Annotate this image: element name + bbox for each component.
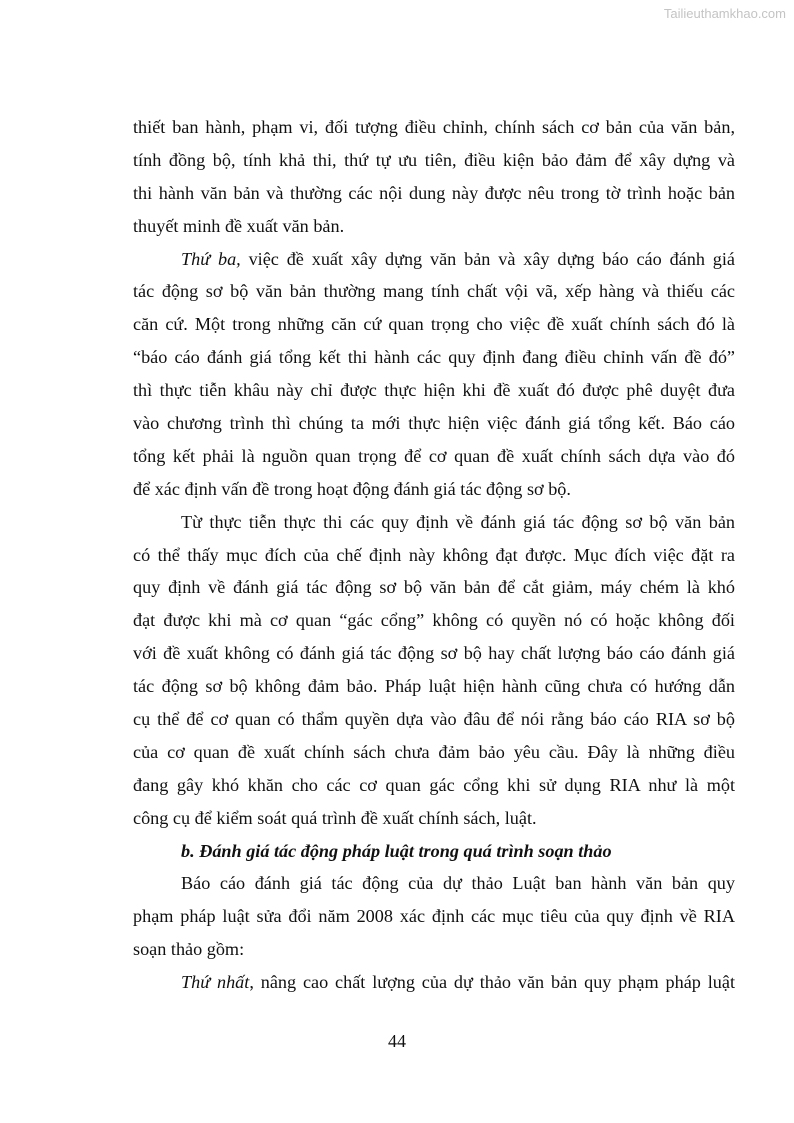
text-line — [133, 246, 735, 279]
line-text: vào chương trình thì chúng ta mới thực hiện việc đánh giá tổng kết. Báo cáo — [133, 413, 735, 434]
line-text: để xác định vấn đề trong hoạt động đánh giá tác động sơ bộ. — [133, 478, 571, 499]
document-body — [133, 114, 735, 1002]
text-line — [133, 114, 735, 147]
text-line — [133, 903, 735, 936]
text-line — [133, 278, 735, 311]
line-text: Báo cáo đánh giá tác động của dự thảo Luật ban hành văn bản quy — [181, 873, 735, 894]
line-text: tổng kết phải là nguồn quan trọng để cơ quan đề xuất chính sách dựa vào đó — [133, 445, 735, 466]
text-line — [133, 410, 735, 443]
line-text: thiết ban hành, phạm vi, đối tượng điều chỉnh, chính sách cơ bản của văn bản, — [133, 117, 735, 137]
line-text: tác động sơ bộ không đảm bảo. Pháp luật hiện hành cũng chưa có hướng dẫn — [133, 676, 735, 697]
line-text: cụ thể để cơ quan có thẩm quyền dựa vào đâu để nói rằng báo cáo RIA sơ bộ — [133, 709, 735, 730]
text-line — [133, 311, 735, 344]
text-line — [133, 640, 735, 673]
text-line — [133, 542, 735, 575]
text-line — [133, 805, 735, 838]
text-line — [133, 147, 735, 180]
text-line — [133, 476, 735, 509]
text-line — [133, 969, 735, 1002]
line-text: tính đồng bộ, tính khả thi, thứ tự ưu tiên, điều kiện bảo đảm để xây dựng và — [133, 149, 735, 170]
text-line — [133, 870, 735, 903]
text-line — [133, 706, 735, 739]
watermark: Tailieuthamkhao.com — [663, 6, 786, 21]
line-text: “báo cáo đánh giá tổng kết thi hành các quy định đang điều chỉnh vấn đề đó” — [133, 347, 735, 368]
text-line — [133, 673, 735, 706]
italic-lead: Thứ nhất — [181, 972, 250, 993]
line-text: b. Đánh giá tác động pháp luật trong quá trình soạn thảo — [181, 840, 612, 861]
line-text: Từ thực tiễn thực thi các quy định về đánh giá tác động sơ bộ văn bản — [181, 511, 735, 532]
section-heading — [133, 838, 735, 871]
text-line — [133, 180, 735, 213]
text-line — [133, 607, 735, 640]
line-text: thuyết minh đề xuất văn bản. — [133, 215, 345, 236]
line-text: tác động sơ bộ văn bản thường mang tính chất vội vã, xếp hàng và thiếu các — [133, 281, 735, 302]
line-text: thì thực tiễn khâu này chỉ được thực hiện khi đề xuất đó được phê duyệt đưa — [133, 380, 735, 401]
line-text: việc đề xuất xây dựng văn bản và xây dựng báo cáo đánh giá — [240, 248, 735, 269]
line-text: với đề xuất không có đánh giá tác động sơ bộ hay chất lượng báo cáo đánh giá — [133, 643, 735, 664]
line-text: có thể thấy mục đích của chế định này không đạt được. Mục đích việc đặt ra — [133, 544, 735, 565]
text-line — [133, 377, 735, 410]
line-text: thi hành văn bản và thường các nội dung này được nêu trong tờ trình hoặc bản — [133, 182, 735, 203]
line-text: đạt được khi mà cơ quan “gác cổng” không có quyền nó có hoặc không đối — [133, 610, 735, 631]
italic-lead: Thứ ba, — [181, 248, 241, 269]
text-line — [133, 213, 735, 246]
line-text: đang gây khó khăn cho các cơ quan gác cổng khi sử dụng RIA như là một — [133, 774, 735, 795]
text-line — [133, 344, 735, 377]
text-line — [133, 509, 735, 542]
text-line — [133, 739, 735, 772]
text-line — [133, 574, 735, 607]
line-text: căn cứ. Một trong những căn cứ quan trọng cho việc đề xuất chính sách đó là — [133, 314, 735, 335]
line-text: công cụ để kiểm soát quá trình đề xuất chính sách, luật. — [133, 807, 537, 828]
text-line — [133, 443, 735, 476]
line-text: soạn thảo gồm: — [133, 939, 245, 960]
page-number: 44 — [388, 1031, 406, 1051]
line-text: , nâng cao chất lượng của dự thảo văn bản quy phạm pháp luật — [249, 972, 735, 993]
line-text: quy định về đánh giá tác động sơ bộ văn bản để cắt giảm, máy chém là khó — [133, 577, 735, 598]
line-text: của cơ quan đề xuất chính sách chưa đảm bảo yêu cầu. Đây là những điều — [133, 741, 735, 762]
line-text: phạm pháp luật sửa đổi năm 2008 xác định các mục tiêu của quy định về RIA — [133, 906, 735, 927]
text-line — [133, 936, 735, 969]
text-line — [133, 772, 735, 805]
